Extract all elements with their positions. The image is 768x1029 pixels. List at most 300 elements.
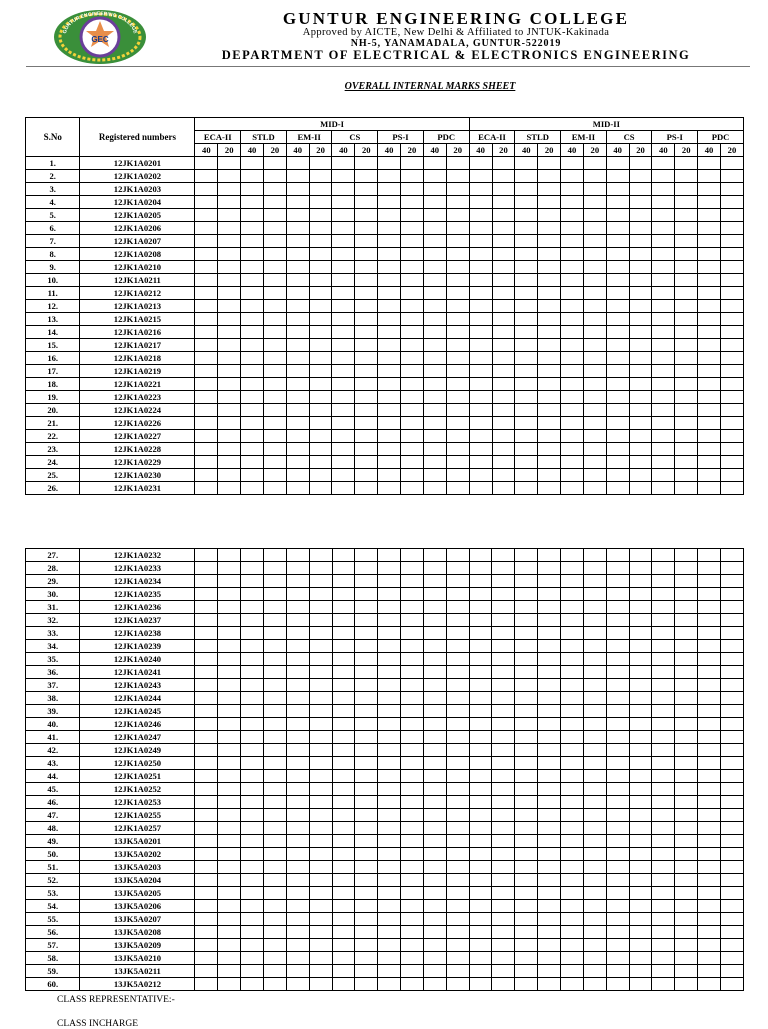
- marks-cell[interactable]: [469, 640, 492, 653]
- marks-cell[interactable]: [629, 653, 652, 666]
- marks-cell[interactable]: [355, 653, 378, 666]
- marks-cell[interactable]: [469, 913, 492, 926]
- marks-cell[interactable]: [218, 900, 241, 913]
- marks-cell[interactable]: [309, 692, 332, 705]
- marks-cell[interactable]: [675, 248, 698, 261]
- marks-cell[interactable]: [355, 627, 378, 640]
- marks-cell[interactable]: [492, 679, 515, 692]
- marks-cell[interactable]: [446, 430, 469, 443]
- marks-cell[interactable]: [446, 549, 469, 562]
- marks-cell[interactable]: [560, 744, 583, 757]
- marks-cell[interactable]: [538, 456, 561, 469]
- marks-cell[interactable]: [401, 965, 424, 978]
- marks-cell[interactable]: [675, 887, 698, 900]
- marks-cell[interactable]: [583, 274, 606, 287]
- marks-cell[interactable]: [606, 469, 629, 482]
- marks-cell[interactable]: [446, 378, 469, 391]
- marks-cell[interactable]: [195, 874, 218, 887]
- marks-cell[interactable]: [469, 926, 492, 939]
- marks-cell[interactable]: [469, 235, 492, 248]
- marks-cell[interactable]: [423, 562, 446, 575]
- marks-cell[interactable]: [286, 744, 309, 757]
- marks-cell[interactable]: [195, 666, 218, 679]
- marks-cell[interactable]: [446, 653, 469, 666]
- marks-cell[interactable]: [218, 796, 241, 809]
- marks-cell[interactable]: [698, 365, 721, 378]
- marks-cell[interactable]: [515, 443, 538, 456]
- marks-cell[interactable]: [652, 339, 675, 352]
- marks-cell[interactable]: [720, 692, 743, 705]
- marks-cell[interactable]: [492, 222, 515, 235]
- marks-cell[interactable]: [355, 744, 378, 757]
- marks-cell[interactable]: [698, 614, 721, 627]
- marks-cell[interactable]: [378, 562, 401, 575]
- marks-cell[interactable]: [515, 417, 538, 430]
- marks-cell[interactable]: [378, 170, 401, 183]
- marks-cell[interactable]: [629, 770, 652, 783]
- marks-cell[interactable]: [698, 430, 721, 443]
- marks-cell[interactable]: [560, 705, 583, 718]
- marks-cell[interactable]: [423, 718, 446, 731]
- marks-cell[interactable]: [515, 300, 538, 313]
- marks-cell[interactable]: [538, 222, 561, 235]
- marks-cell[interactable]: [286, 261, 309, 274]
- marks-cell[interactable]: [561, 391, 584, 404]
- marks-cell[interactable]: [264, 705, 287, 718]
- marks-cell[interactable]: [218, 549, 241, 562]
- marks-cell[interactable]: [195, 300, 218, 313]
- marks-cell[interactable]: [720, 417, 743, 430]
- marks-cell[interactable]: [332, 926, 355, 939]
- marks-cell[interactable]: [355, 170, 378, 183]
- marks-cell[interactable]: [218, 196, 241, 209]
- marks-cell[interactable]: [606, 157, 629, 170]
- marks-cell[interactable]: [218, 261, 241, 274]
- marks-cell[interactable]: [195, 549, 218, 562]
- marks-cell[interactable]: [241, 796, 264, 809]
- marks-cell[interactable]: [538, 378, 561, 391]
- marks-cell[interactable]: [423, 601, 446, 614]
- marks-cell[interactable]: [652, 365, 675, 378]
- marks-cell[interactable]: [286, 562, 309, 575]
- marks-cell[interactable]: [652, 653, 675, 666]
- marks-cell[interactable]: [492, 157, 515, 170]
- marks-cell[interactable]: [538, 627, 561, 640]
- marks-cell[interactable]: [629, 757, 652, 770]
- marks-cell[interactable]: [355, 718, 378, 731]
- marks-cell[interactable]: [515, 157, 538, 170]
- marks-cell[interactable]: [492, 640, 515, 653]
- marks-cell[interactable]: [241, 640, 264, 653]
- marks-cell[interactable]: [606, 326, 629, 339]
- marks-cell[interactable]: [560, 731, 583, 744]
- marks-cell[interactable]: [492, 456, 515, 469]
- marks-cell[interactable]: [309, 404, 332, 417]
- marks-cell[interactable]: [332, 874, 355, 887]
- marks-cell[interactable]: [492, 978, 515, 991]
- marks-cell[interactable]: [286, 588, 309, 601]
- marks-cell[interactable]: [446, 705, 469, 718]
- marks-cell[interactable]: [606, 783, 629, 796]
- marks-cell[interactable]: [675, 783, 698, 796]
- marks-cell[interactable]: [446, 261, 469, 274]
- marks-cell[interactable]: [720, 196, 743, 209]
- marks-cell[interactable]: [515, 679, 538, 692]
- marks-cell[interactable]: [423, 274, 446, 287]
- marks-cell[interactable]: [446, 822, 469, 835]
- marks-cell[interactable]: [629, 443, 652, 456]
- marks-cell[interactable]: [355, 209, 378, 222]
- marks-cell[interactable]: [606, 952, 629, 965]
- marks-cell[interactable]: [515, 965, 538, 978]
- marks-cell[interactable]: [469, 326, 492, 339]
- marks-cell[interactable]: [492, 575, 515, 588]
- marks-cell[interactable]: [241, 456, 264, 469]
- marks-cell[interactable]: [286, 601, 309, 614]
- marks-cell[interactable]: [606, 482, 629, 495]
- marks-cell[interactable]: [309, 183, 332, 196]
- marks-cell[interactable]: [309, 783, 332, 796]
- marks-cell[interactable]: [264, 744, 287, 757]
- marks-cell[interactable]: [286, 757, 309, 770]
- marks-cell[interactable]: [423, 952, 446, 965]
- marks-cell[interactable]: [675, 835, 698, 848]
- marks-cell[interactable]: [492, 614, 515, 627]
- marks-cell[interactable]: [195, 692, 218, 705]
- marks-cell[interactable]: [218, 443, 241, 456]
- marks-cell[interactable]: [606, 640, 629, 653]
- marks-cell[interactable]: [606, 887, 629, 900]
- marks-cell[interactable]: [538, 352, 561, 365]
- marks-cell[interactable]: [401, 222, 424, 235]
- marks-cell[interactable]: [720, 887, 743, 900]
- marks-cell[interactable]: [241, 300, 264, 313]
- marks-cell[interactable]: [286, 157, 309, 170]
- marks-cell[interactable]: [241, 391, 264, 404]
- marks-cell[interactable]: [515, 770, 538, 783]
- marks-cell[interactable]: [606, 848, 629, 861]
- marks-cell[interactable]: [560, 926, 583, 939]
- marks-cell[interactable]: [355, 287, 378, 300]
- marks-cell[interactable]: [560, 861, 583, 874]
- marks-cell[interactable]: [583, 718, 606, 731]
- marks-cell[interactable]: [309, 261, 332, 274]
- marks-cell[interactable]: [378, 235, 401, 248]
- marks-cell[interactable]: [492, 274, 515, 287]
- marks-cell[interactable]: [538, 287, 561, 300]
- marks-cell[interactable]: [263, 248, 286, 261]
- marks-cell[interactable]: [538, 313, 561, 326]
- marks-cell[interactable]: [401, 170, 424, 183]
- marks-cell[interactable]: [606, 731, 629, 744]
- marks-cell[interactable]: [401, 209, 424, 222]
- marks-cell[interactable]: [263, 482, 286, 495]
- marks-cell[interactable]: [195, 822, 218, 835]
- marks-cell[interactable]: [652, 861, 675, 874]
- marks-cell[interactable]: [446, 640, 469, 653]
- marks-cell[interactable]: [606, 575, 629, 588]
- marks-cell[interactable]: [515, 183, 538, 196]
- marks-cell[interactable]: [675, 469, 698, 482]
- marks-cell[interactable]: [309, 744, 332, 757]
- marks-cell[interactable]: [698, 456, 721, 469]
- marks-cell[interactable]: [515, 170, 538, 183]
- marks-cell[interactable]: [515, 718, 538, 731]
- marks-cell[interactable]: [309, 209, 332, 222]
- marks-cell[interactable]: [332, 796, 355, 809]
- marks-cell[interactable]: [606, 209, 629, 222]
- marks-cell[interactable]: [561, 209, 584, 222]
- marks-cell[interactable]: [378, 757, 401, 770]
- marks-cell[interactable]: [675, 913, 698, 926]
- marks-cell[interactable]: [675, 640, 698, 653]
- marks-cell[interactable]: [492, 900, 515, 913]
- marks-cell[interactable]: [629, 718, 652, 731]
- marks-cell[interactable]: [332, 404, 355, 417]
- marks-cell[interactable]: [538, 339, 561, 352]
- marks-cell[interactable]: [561, 352, 584, 365]
- marks-cell[interactable]: [606, 614, 629, 627]
- marks-cell[interactable]: [675, 575, 698, 588]
- marks-cell[interactable]: [309, 365, 332, 378]
- marks-cell[interactable]: [720, 222, 743, 235]
- marks-cell[interactable]: [264, 848, 287, 861]
- marks-cell[interactable]: [401, 978, 424, 991]
- marks-cell[interactable]: [606, 692, 629, 705]
- marks-cell[interactable]: [720, 705, 743, 718]
- marks-cell[interactable]: [446, 666, 469, 679]
- marks-cell[interactable]: [332, 744, 355, 757]
- marks-cell[interactable]: [332, 196, 355, 209]
- marks-cell[interactable]: [195, 614, 218, 627]
- marks-cell[interactable]: [446, 183, 469, 196]
- marks-cell[interactable]: [263, 196, 286, 209]
- marks-cell[interactable]: [401, 196, 424, 209]
- marks-cell[interactable]: [720, 757, 743, 770]
- marks-cell[interactable]: [720, 939, 743, 952]
- marks-cell[interactable]: [538, 744, 561, 757]
- marks-cell[interactable]: [720, 391, 743, 404]
- marks-cell[interactable]: [606, 417, 629, 430]
- marks-cell[interactable]: [606, 835, 629, 848]
- marks-cell[interactable]: [195, 926, 218, 939]
- marks-cell[interactable]: [309, 770, 332, 783]
- marks-cell[interactable]: [401, 287, 424, 300]
- marks-cell[interactable]: [355, 965, 378, 978]
- marks-cell[interactable]: [698, 705, 721, 718]
- marks-cell[interactable]: [401, 235, 424, 248]
- marks-cell[interactable]: [264, 588, 287, 601]
- marks-cell[interactable]: [218, 939, 241, 952]
- marks-cell[interactable]: [241, 757, 264, 770]
- marks-cell[interactable]: [561, 157, 584, 170]
- marks-cell[interactable]: [560, 952, 583, 965]
- marks-cell[interactable]: [263, 417, 286, 430]
- marks-cell[interactable]: [263, 313, 286, 326]
- marks-cell[interactable]: [195, 378, 218, 391]
- marks-cell[interactable]: [698, 952, 721, 965]
- marks-cell[interactable]: [492, 757, 515, 770]
- marks-cell[interactable]: [446, 601, 469, 614]
- marks-cell[interactable]: [515, 549, 538, 562]
- marks-cell[interactable]: [515, 326, 538, 339]
- marks-cell[interactable]: [492, 874, 515, 887]
- marks-cell[interactable]: [264, 692, 287, 705]
- marks-cell[interactable]: [698, 562, 721, 575]
- marks-cell[interactable]: [492, 549, 515, 562]
- marks-cell[interactable]: [378, 456, 401, 469]
- marks-cell[interactable]: [652, 978, 675, 991]
- marks-cell[interactable]: [286, 926, 309, 939]
- marks-cell[interactable]: [492, 300, 515, 313]
- marks-cell[interactable]: [675, 339, 698, 352]
- marks-cell[interactable]: [675, 157, 698, 170]
- marks-cell[interactable]: [309, 900, 332, 913]
- marks-cell[interactable]: [675, 952, 698, 965]
- marks-cell[interactable]: [286, 183, 309, 196]
- marks-cell[interactable]: [515, 313, 538, 326]
- marks-cell[interactable]: [698, 822, 721, 835]
- marks-cell[interactable]: [195, 430, 218, 443]
- marks-cell[interactable]: [538, 770, 561, 783]
- marks-cell[interactable]: [241, 588, 264, 601]
- marks-cell[interactable]: [469, 562, 492, 575]
- marks-cell[interactable]: [218, 731, 241, 744]
- marks-cell[interactable]: [629, 640, 652, 653]
- marks-cell[interactable]: [355, 261, 378, 274]
- marks-cell[interactable]: [332, 274, 355, 287]
- marks-cell[interactable]: [401, 770, 424, 783]
- marks-cell[interactable]: [378, 300, 401, 313]
- marks-cell[interactable]: [606, 874, 629, 887]
- marks-cell[interactable]: [652, 952, 675, 965]
- marks-cell[interactable]: [538, 796, 561, 809]
- marks-cell[interactable]: [218, 718, 241, 731]
- marks-cell[interactable]: [561, 183, 584, 196]
- marks-cell[interactable]: [720, 404, 743, 417]
- marks-cell[interactable]: [675, 757, 698, 770]
- marks-cell[interactable]: [423, 913, 446, 926]
- marks-cell[interactable]: [423, 157, 446, 170]
- marks-cell[interactable]: [492, 770, 515, 783]
- marks-cell[interactable]: [446, 391, 469, 404]
- marks-cell[interactable]: [423, 482, 446, 495]
- marks-cell[interactable]: [355, 482, 378, 495]
- marks-cell[interactable]: [241, 443, 264, 456]
- marks-cell[interactable]: [652, 601, 675, 614]
- marks-cell[interactable]: [401, 313, 424, 326]
- marks-cell[interactable]: [332, 679, 355, 692]
- marks-cell[interactable]: [263, 378, 286, 391]
- marks-cell[interactable]: [286, 209, 309, 222]
- marks-cell[interactable]: [629, 926, 652, 939]
- marks-cell[interactable]: [469, 757, 492, 770]
- marks-cell[interactable]: [492, 952, 515, 965]
- marks-cell[interactable]: [378, 313, 401, 326]
- marks-cell[interactable]: [652, 300, 675, 313]
- marks-cell[interactable]: [264, 809, 287, 822]
- marks-cell[interactable]: [469, 430, 492, 443]
- marks-cell[interactable]: [652, 469, 675, 482]
- marks-cell[interactable]: [446, 456, 469, 469]
- marks-cell[interactable]: [629, 952, 652, 965]
- marks-cell[interactable]: [309, 666, 332, 679]
- marks-cell[interactable]: [423, 861, 446, 874]
- marks-cell[interactable]: [378, 731, 401, 744]
- marks-cell[interactable]: [561, 469, 584, 482]
- marks-cell[interactable]: [583, 614, 606, 627]
- marks-cell[interactable]: [286, 679, 309, 692]
- marks-cell[interactable]: [720, 848, 743, 861]
- marks-cell[interactable]: [652, 614, 675, 627]
- marks-cell[interactable]: [286, 287, 309, 300]
- marks-cell[interactable]: [309, 718, 332, 731]
- marks-cell[interactable]: [378, 430, 401, 443]
- marks-cell[interactable]: [195, 770, 218, 783]
- marks-cell[interactable]: [720, 861, 743, 874]
- marks-cell[interactable]: [698, 378, 721, 391]
- marks-cell[interactable]: [720, 300, 743, 313]
- marks-cell[interactable]: [698, 222, 721, 235]
- marks-cell[interactable]: [195, 965, 218, 978]
- marks-cell[interactable]: [538, 365, 561, 378]
- marks-cell[interactable]: [218, 692, 241, 705]
- marks-cell[interactable]: [286, 653, 309, 666]
- marks-cell[interactable]: [561, 300, 584, 313]
- marks-cell[interactable]: [423, 339, 446, 352]
- marks-cell[interactable]: [469, 456, 492, 469]
- marks-cell[interactable]: [720, 183, 743, 196]
- marks-cell[interactable]: [332, 469, 355, 482]
- marks-cell[interactable]: [629, 575, 652, 588]
- marks-cell[interactable]: [698, 653, 721, 666]
- marks-cell[interactable]: [446, 469, 469, 482]
- marks-cell[interactable]: [423, 887, 446, 900]
- marks-cell[interactable]: [218, 614, 241, 627]
- marks-cell[interactable]: [401, 274, 424, 287]
- marks-cell[interactable]: [698, 575, 721, 588]
- marks-cell[interactable]: [378, 627, 401, 640]
- marks-cell[interactable]: [309, 601, 332, 614]
- marks-cell[interactable]: [241, 653, 264, 666]
- marks-cell[interactable]: [286, 575, 309, 588]
- marks-cell[interactable]: [378, 978, 401, 991]
- marks-cell[interactable]: [378, 666, 401, 679]
- marks-cell[interactable]: [583, 326, 606, 339]
- marks-cell[interactable]: [309, 430, 332, 443]
- marks-cell[interactable]: [332, 261, 355, 274]
- marks-cell[interactable]: [560, 757, 583, 770]
- marks-cell[interactable]: [606, 926, 629, 939]
- marks-cell[interactable]: [606, 378, 629, 391]
- marks-cell[interactable]: [652, 482, 675, 495]
- marks-cell[interactable]: [378, 443, 401, 456]
- marks-cell[interactable]: [492, 287, 515, 300]
- marks-cell[interactable]: [538, 718, 561, 731]
- marks-cell[interactable]: [241, 575, 264, 588]
- marks-cell[interactable]: [401, 679, 424, 692]
- marks-cell[interactable]: [492, 313, 515, 326]
- marks-cell[interactable]: [263, 261, 286, 274]
- marks-cell[interactable]: [378, 417, 401, 430]
- marks-cell[interactable]: [583, 952, 606, 965]
- marks-cell[interactable]: [469, 287, 492, 300]
- marks-cell[interactable]: [218, 235, 241, 248]
- marks-cell[interactable]: [446, 718, 469, 731]
- marks-cell[interactable]: [698, 183, 721, 196]
- marks-cell[interactable]: [263, 183, 286, 196]
- marks-cell[interactable]: [355, 601, 378, 614]
